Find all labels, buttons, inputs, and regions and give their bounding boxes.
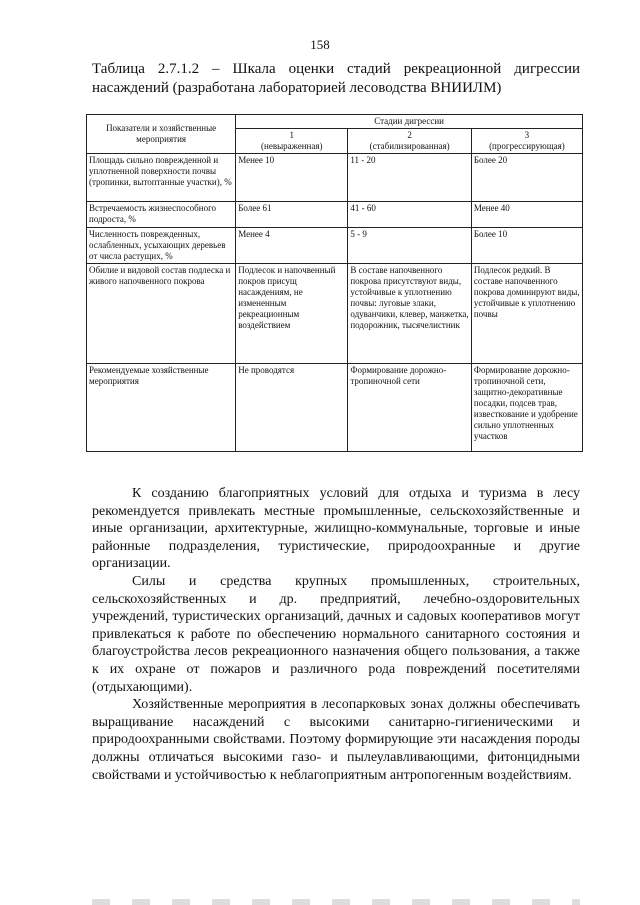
body-text [92,485,580,784]
scan-edge-artifact [92,899,580,905]
header-stage-3 [471,129,582,154]
digression-scale-table [86,114,583,452]
paragraph: К созданию благоприятных условий для отдыха и туризма в лесу рекомендуется привлекать местные промышленные, сельскохозяйственные и иные организации, архитектурные, жилищно-коммунальные, торговые и иные районные подразделения, туристические, природоохранные и другие организации. [92,486,580,572]
table-cell: Более 10 [471,228,582,264]
table-cell: В составе напочвенного покрова присутствуют виды, устойчивые к уплотнению почвы: луговые злаки, одуванчики, клевер, манжетка, подорожник, тысячелистник [348,264,471,364]
table-cell: Более 61 [236,202,348,228]
paragraph: Хозяйственные мероприятия в лесопарковых зонах должны обеспечивать выращивание насаждений с высокими санитарно-гигиеническими и природоохранными свойствами. Поэтому формирующие эти насаждения породы должны отличаться высокими газо- и пылеулавливающими, фитонцидными свойствами и устойчивостью к неблагоприятным антропогенным воздействиям. [92,697,580,783]
table-cell: Менее 40 [471,202,582,228]
table-row [87,154,583,202]
table-cell: Не проводятся [236,364,348,452]
table-cell: Подлесок редкий. В составе напочвенного покрова доминируют виды, устойчивые к уплотнению почвы [471,264,582,364]
table-row [87,228,583,264]
page-number: 158 [310,37,330,52]
table-cell: Менее 4 [236,228,348,264]
row-label: Площадь сильно поврежденной и уплотненной поверхности почвы (тропинки, вытоптанные участки), % [87,154,236,202]
row-label: Численность поврежденных, ослабленных, усыхающих деревьев от числа растущих, % [87,228,236,264]
paragraph: Силы и средства крупных промышленных, строительных, сельскохозяйственных и др. предприятий, лечебно-оздоровительных учреждений, туристических организаций, дачных и садовых кооперативов могут привлекаться к работе по обеспечению нормального санитарного состояния и благоустройства лесов рекреационного назначения общего пользования, а также к их охране от пожаров и различного рода повреждений посетителями (отдыхающими). [92,573,580,695]
stage-name: (прогрессирующая) [489,141,565,151]
table-cell: Подлесок и напочвенный покров присущ насаждениям, не измененным рекреационным воздействием [236,264,348,364]
row-label: Обилие и видовой состав подлеска и живого напочвенного покрова [87,264,236,364]
row-label: Рекомендуемые хозяйственные мероприятия [87,364,236,452]
table-cell: 41 - 60 [348,202,471,228]
table-row [87,264,583,364]
header-stage-2 [348,129,471,154]
stage-number: 1 [289,130,295,140]
stage-name: (невыраженная) [261,141,323,151]
table-row [87,364,583,452]
table-cell: Формирование дорожно-тропиночной сети [348,364,471,452]
table-cell: Более 20 [471,154,582,202]
table-caption: Таблица 2.7.1.2 – Шкала оценки стадий рекреационной дигрессии насаждений (разработана лабораторией лесоводства ВНИИЛМ) [92,61,580,96]
table-cell: Формирование дорожно-тропиночной сети, защитно-декоративные посадки, подсев трав, известкование и удобрение сильно уплотненных участков [471,364,582,452]
table-row [87,202,583,228]
table-cell: Менее 10 [236,154,348,202]
table-cell: 11 - 20 [348,154,471,202]
header-indicator: Показатели и хозяйственные мероприятия [87,115,236,154]
row-label: Встречаемость жизнеспособного подроста, % [87,202,236,228]
stage-number: 3 [524,130,530,140]
table-cell: 5 - 9 [348,228,471,264]
header-stage-1 [236,129,348,154]
stage-number: 2 [407,130,412,140]
stage-name: (стабилизированная) [369,141,450,151]
header-stages: Стадии дигрессии [236,115,583,129]
